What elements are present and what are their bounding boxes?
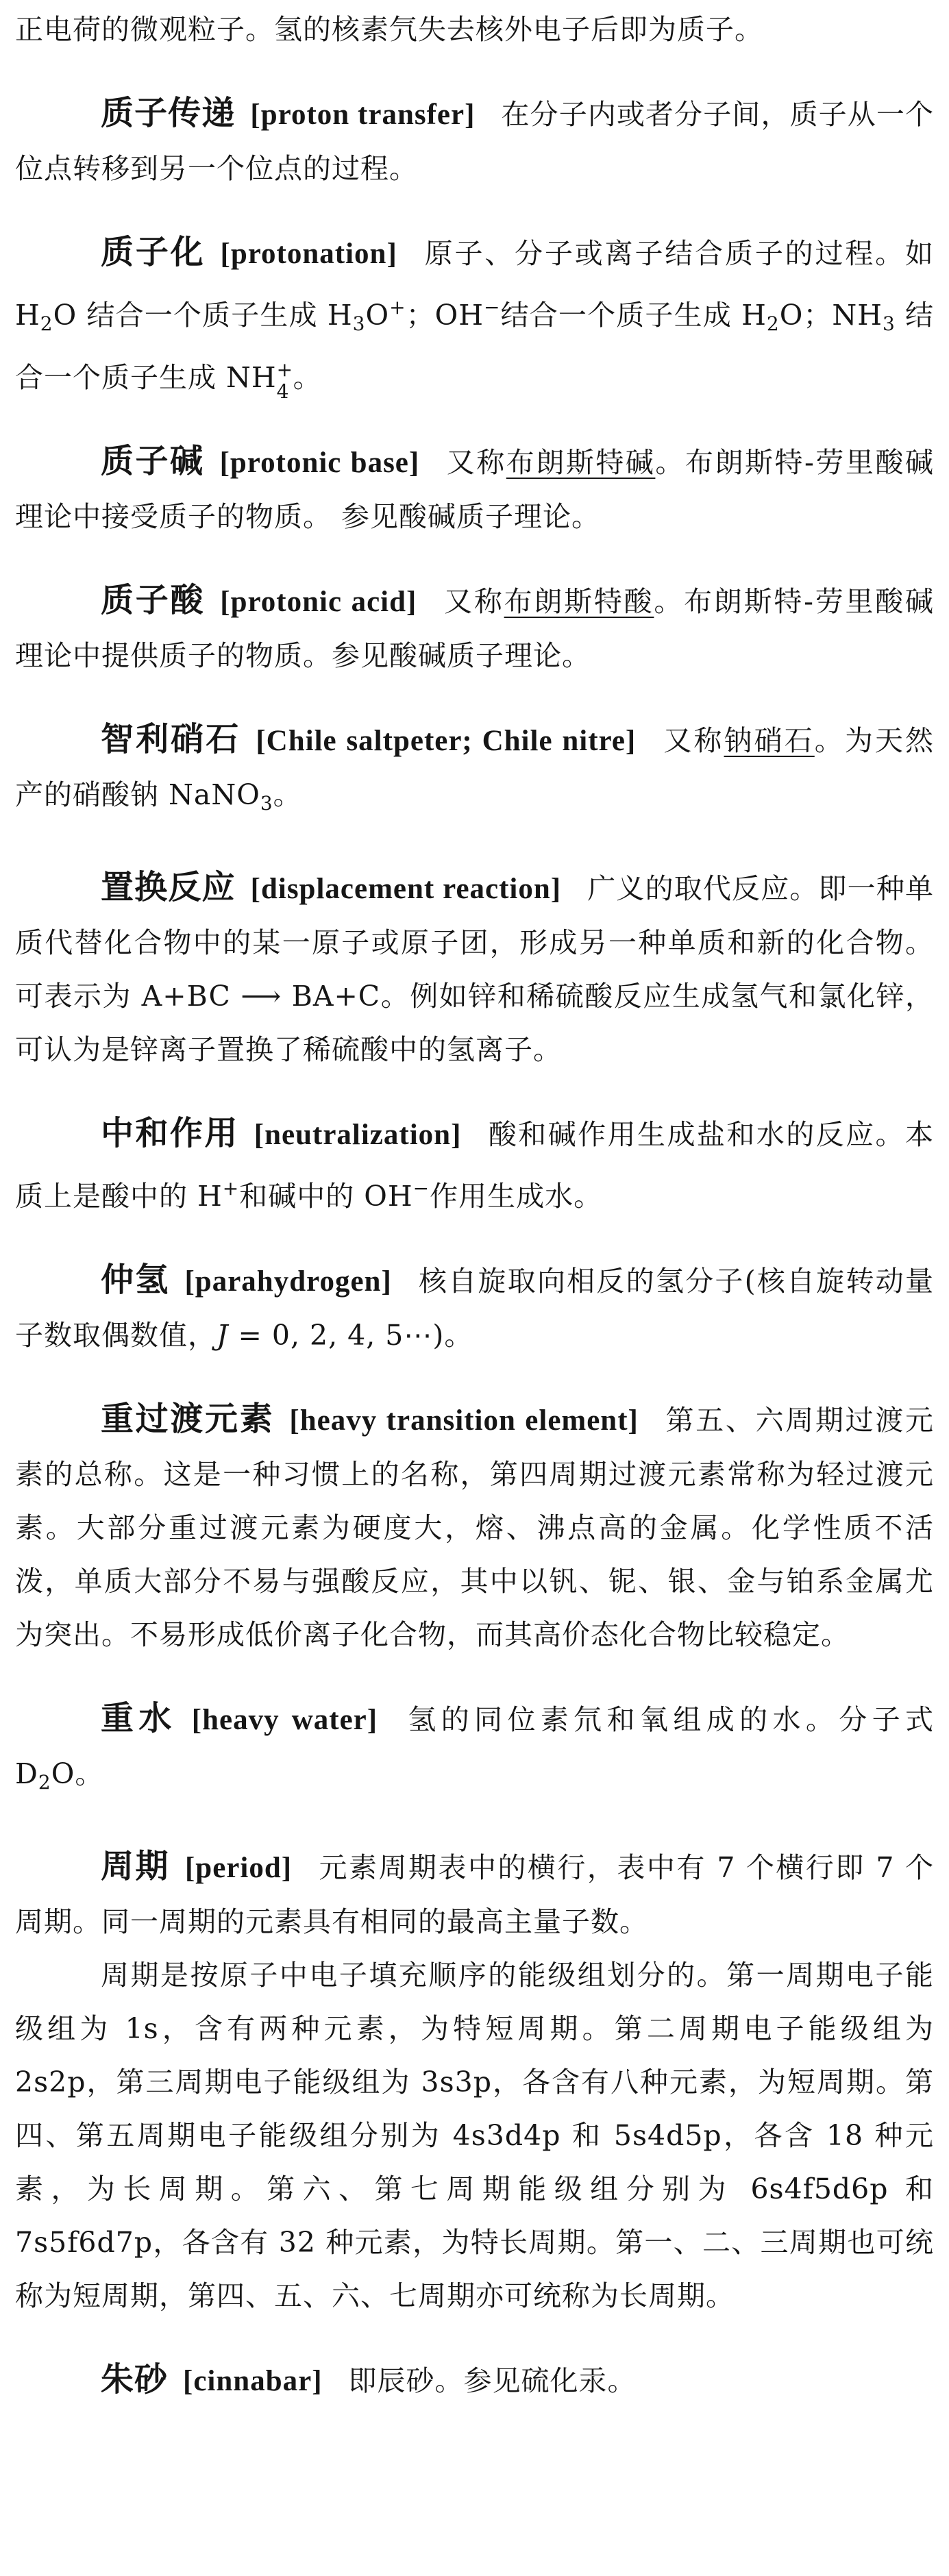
entry-english-term: [period] [184, 1852, 293, 1884]
text: 。 [293, 361, 322, 394]
entry-headword: 智利硝石 [101, 720, 241, 758]
entry-protonic-acid [15, 573, 934, 682]
entry-headword: 质子碱 [101, 442, 205, 480]
entry-headword: 质子传递 [101, 94, 236, 132]
cross-reference-link[interactable]: 钠硝石 [724, 724, 815, 757]
text: O。 [51, 1757, 104, 1790]
superscript: + [276, 358, 294, 381]
entry-body: 第五、六周期过渡元素的总称。这是一种习惯上的名称，第四周期过渡元素常称为轻过渡元素。大部分重过渡元素为硬度大，熔、沸点高的金属。化学性质不活泼，单质大部分不易与强酸反应，其中以钒、铌、银、金与铂系金属尤为突出。不易形成低价离子化合物，而其高价态化合物比较稳定。 [15, 1404, 935, 1651]
entry-headword: 质子酸 [101, 581, 206, 619]
text: 。布朗斯特-劳里酸碱理论中接受质子的物质。 参见酸碱质子理论。 [15, 446, 934, 533]
entry-period [15, 1840, 934, 1948]
entry-english-term: [cinnabar] [183, 2365, 323, 2397]
entry-headword: 周期 [101, 1847, 170, 1885]
entry-parahydrogen [15, 1253, 934, 1362]
text: 和碱中的 OH [239, 1180, 413, 1213]
entry-headword: 置换反应 [101, 868, 236, 906]
entry-heavy-transition-element [15, 1392, 934, 1661]
subscript: 3 [260, 792, 273, 815]
entry-body: 广义的取代反应。即一种单质代替化合物中的某一原子或原子团，形成另一种单质和新的化合物。可表示为 A+BC ⟶ BA+C。例如锌和稀硫酸反应生成氢气和氯化锌，可认为是锌离子置换了稀硫酸中的氢离子。 [15, 872, 934, 1066]
cross-reference-link[interactable]: 布朗斯特酸 [504, 585, 654, 618]
subscript: 2 [40, 312, 53, 335]
entry-english-term: [protonation] [220, 238, 397, 270]
text: 结合一个质子生成 NH [15, 299, 934, 394]
text: 酸和碱作用生成盐和水的反应。本质上是酸中的 H [15, 1118, 934, 1213]
subscript: 2 [38, 1771, 51, 1794]
entry-headword: 仲氢 [101, 1261, 170, 1299]
text: 。布朗斯特-劳里酸碱理论中提供质子的物质。参见酸碱质子理论。 [15, 585, 934, 672]
text: 又称 [445, 446, 506, 479]
cross-reference-link[interactable]: 布朗斯特碱 [506, 446, 656, 479]
entry-english-term: [parahydrogen] [184, 1265, 392, 1298]
entry-english-term: [proton transfer] [250, 99, 476, 131]
text: 。 [273, 778, 302, 811]
entry-body: 在分子内或者分子间，质子从一个位点转移到另一个位点的过程。 [15, 98, 934, 185]
text: = 0, 2, 4, 5⋯)。 [228, 1319, 473, 1352]
text: 原子、分子或离子结合质子的过程。如 H [15, 237, 934, 332]
entry-english-term: [protonic base] [219, 447, 420, 479]
text: O；NH [779, 299, 883, 332]
entry-chile-saltpeter [15, 713, 934, 830]
text: 又称 [662, 724, 724, 757]
subscript: 2 [766, 312, 780, 335]
supsub [276, 358, 294, 403]
text: 结合一个质子生成 H [500, 299, 767, 332]
entry-body: 元素周期表中的横行，表中有 7 个横行即 7 个周期。同一周期的元素具有相同的最高主量子数。 [15, 1851, 934, 1938]
subscript: 3 [882, 312, 896, 335]
text: 作用生成水。 [430, 1180, 603, 1213]
entry-neutralization [15, 1106, 934, 1223]
entry-english-term: [protonic acid] [220, 586, 417, 618]
entry-cinnabar [15, 2353, 934, 2408]
superscript: − [412, 1177, 430, 1200]
subscript: 4 [276, 380, 290, 403]
text: O [365, 299, 390, 332]
text: 又称 [443, 585, 504, 618]
entry-period-paragraph: 周期是按原子中电子填充顺序的能级组划分的。第一周期电子能级组为 1s，含有两种元素，为特短周期。第二周期电子能级组为 2s2p，第三周期电子能级组为 3s3p，各含有八种元素，为短周期。第四、第五周期电子能级组分别为 4s3d4p 和 5s4d5p，各含 18 种元素，为长周期。第六、第七周期能级组分别为 6s4f5d6p 和 7s5f6d7p，各含有 32 种元素，为特长周期。第一、二、三周期也可统称为短周期，第四、五、六、七周期亦可统称为长周期。 [15, 1959, 934, 2312]
entry-body: 正电荷的微观粒子。氢的核素氕失去核外电子后即为质子。 [15, 13, 763, 46]
text: 核自旋取向相反的氢分子(核自旋转动量子数取偶数值， [15, 1265, 934, 1352]
entry-english-term: [Chile saltpeter; Chile nitre] [256, 725, 637, 757]
entry-headword: 重过渡元素 [101, 1400, 275, 1438]
subscript: 3 [352, 312, 366, 335]
text: ；OH [406, 299, 484, 332]
text: 。为天然产的硝酸钠 NaNO [15, 724, 935, 811]
text: O 结合一个质子生成 H [53, 299, 353, 332]
entry-protonic-base [15, 434, 934, 543]
superscript: − [483, 296, 501, 319]
entry-english-term: [neutralization] [254, 1119, 462, 1151]
entry-headword: 朱砂 [101, 2360, 169, 2399]
variable: J [217, 1319, 229, 1352]
entry-english-term: [heavy transition element] [289, 1404, 639, 1437]
entry-headword: 中和作用 [101, 1114, 239, 1152]
entry-headword: 质子化 [101, 233, 206, 271]
entry-continuation [15, 3, 934, 56]
superscript: + [222, 1177, 240, 1200]
entry-english-term: [heavy water] [191, 1704, 378, 1736]
entry-protonation [15, 225, 934, 404]
entry-displacement-reaction [15, 860, 934, 1076]
text: 氢的同位素氘和氧组成的水。分子式 D [15, 1703, 934, 1790]
superscript: + [389, 296, 406, 319]
entry-headword: 重水 [101, 1699, 177, 1737]
entry-proton-transfer [15, 86, 934, 195]
entry-body: 即辰砂。参见硫化汞。 [348, 2364, 637, 2397]
entry-english-term: [displacement reaction] [250, 873, 562, 905]
entry-heavy-water [15, 1692, 934, 1809]
